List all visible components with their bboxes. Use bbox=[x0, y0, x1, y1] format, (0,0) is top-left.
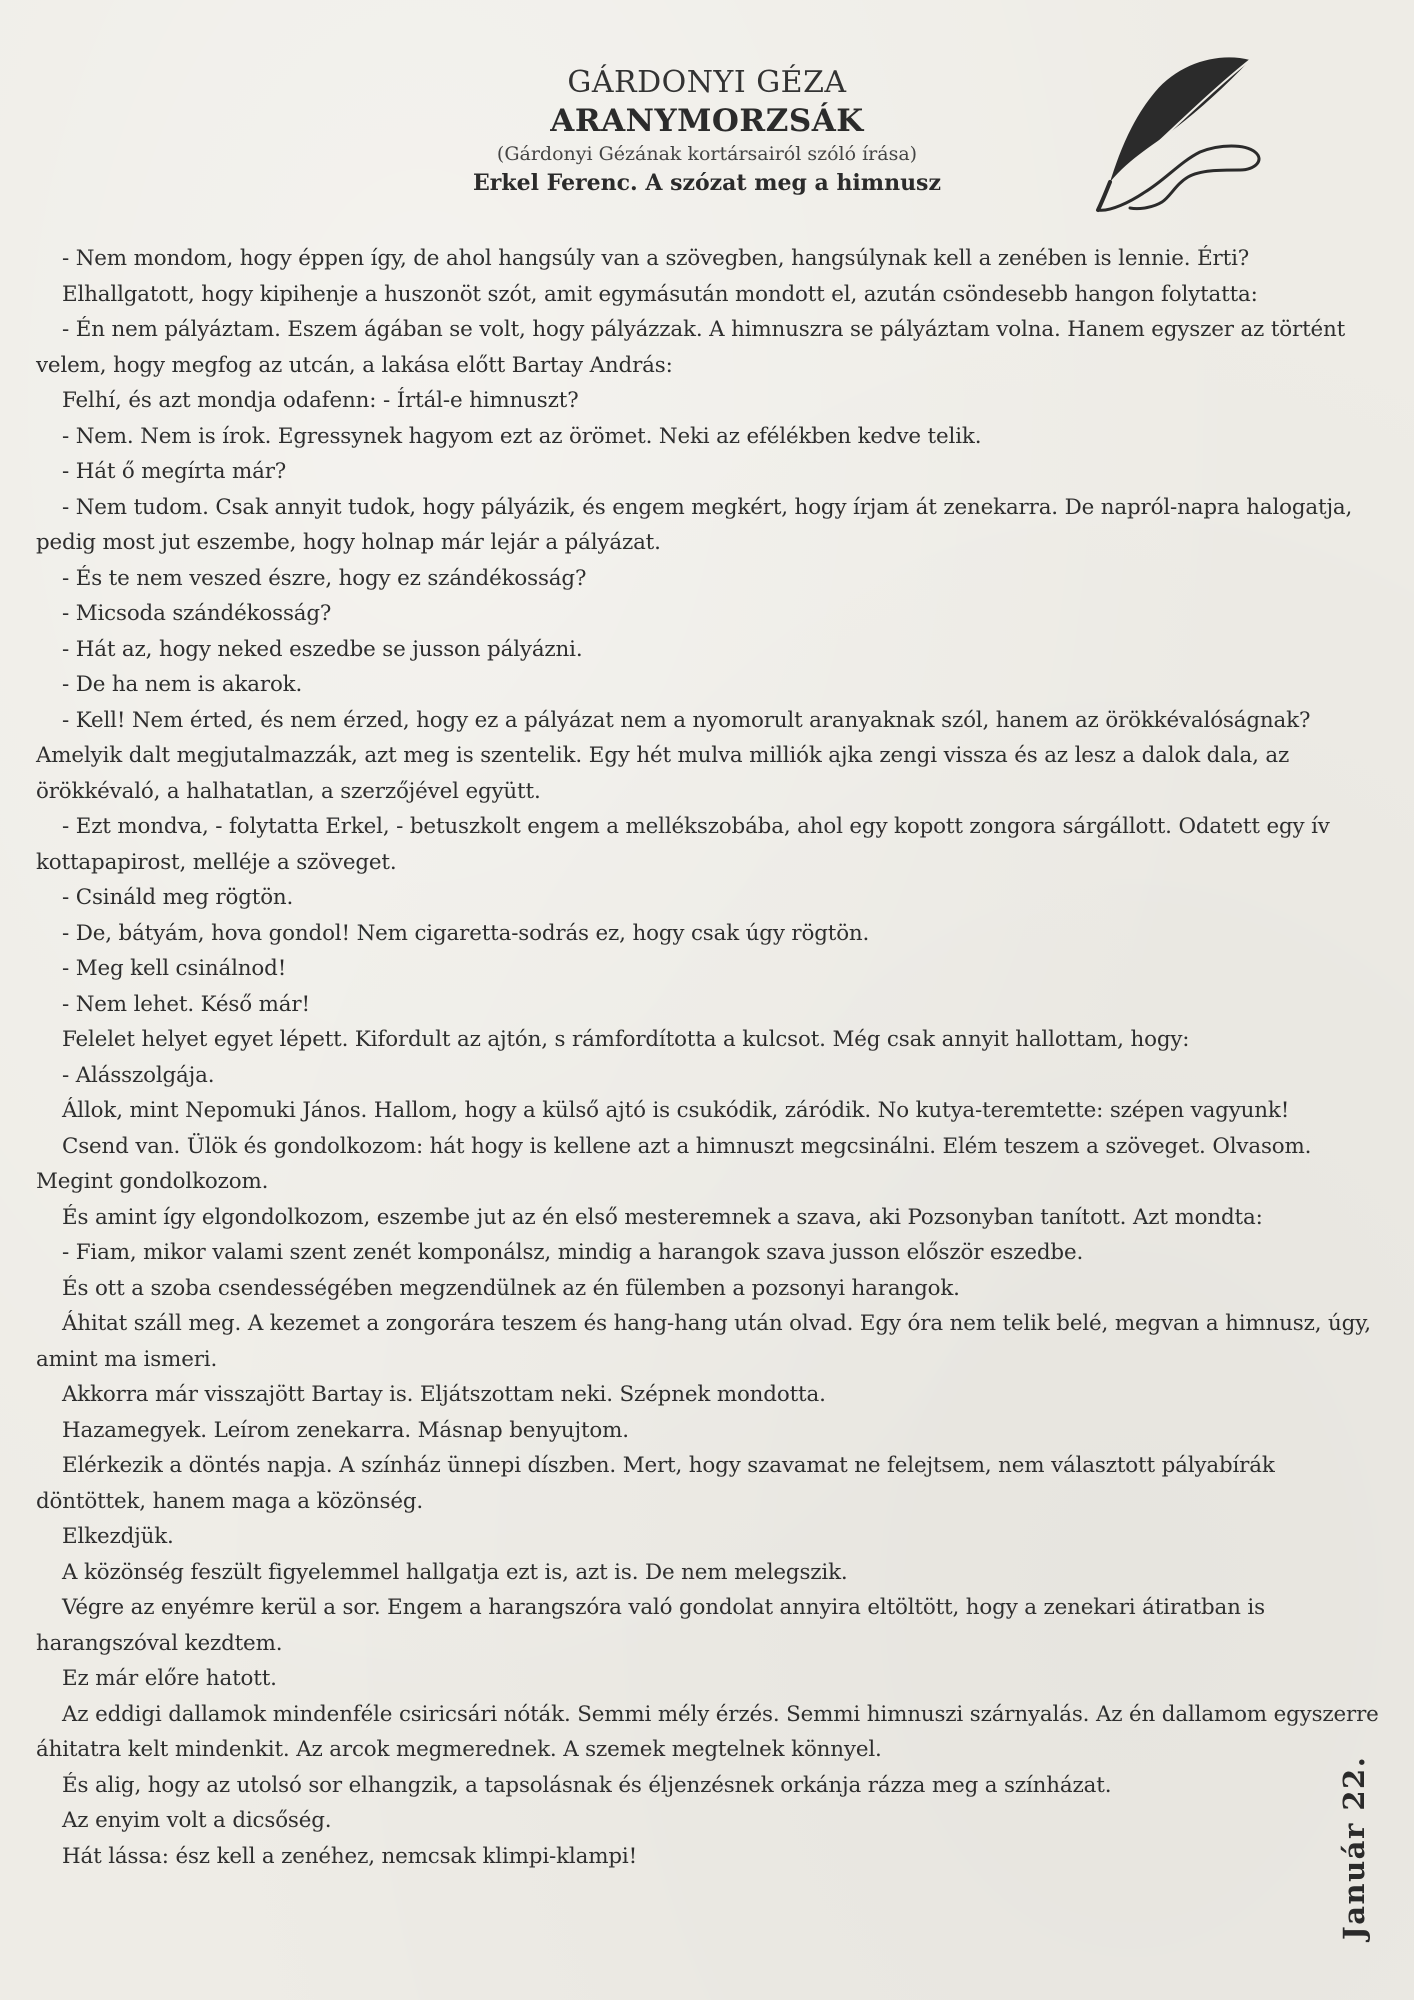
paragraph: Elhallgatott, hogy kipihenje a huszonöt szót, amit egymásután mondott el, azután csöndesebb hangon folytatta: bbox=[62, 281, 1258, 307]
paragraph: Ez már előre hatott. bbox=[62, 1666, 277, 1691]
paragraph: - Kell! Nem érted, és nem érzed, hogy ez a pályázat nem a nyomorult aranyaknak szól, hanem az örökkévalóságnak? Amelyik dalt megjutalmazzák, azt meg is szentelik. Egy hét mulva milliók ajka zengi vissza és az lesz a dalok dala, az örökkévaló, a halhatatlan, a szerzőjével együtt. bbox=[36, 707, 1311, 804]
paragraph: Az eddigi dallamok mindenféle csiricsári nóták. Semmi mély érzés. Semmi himnuszi szárnyalás. Az én dallamom egyszerre áhitatra kelt mindenkit. Az arcok megmerednek. A szemek megtelnek könnyel. bbox=[36, 1701, 1379, 1762]
body-text bbox=[36, 241, 1386, 1874]
book-title: ARANYMORZSÁK bbox=[550, 103, 864, 139]
paragraph: - Hát az, hogy neked eszedbe se jusson pályázni. bbox=[62, 636, 583, 662]
quill-pen-icon bbox=[1070, 52, 1270, 222]
paragraph: - És te nem veszed észre, hogy ez szándékosság? bbox=[62, 565, 587, 591]
paragraph: - Meg kell csinálnod! bbox=[62, 956, 287, 981]
paragraph: - Micsoda szándékosság? bbox=[62, 601, 332, 626]
paragraph: - De ha nem is akarok. bbox=[62, 672, 303, 697]
paragraph: - Alásszolgája. bbox=[62, 1062, 215, 1088]
paragraph: A közönség feszült figyelemmel hallgatja ezt is, azt is. De nem melegszik. bbox=[62, 1559, 848, 1585]
paragraph: - Fiam, mikor valami szent zenét komponálsz, mindig a harangok szava jusson először eszedbe. bbox=[62, 1240, 1084, 1265]
paragraph: - Csináld meg rögtön. bbox=[62, 885, 294, 910]
paragraph: - Nem lehet. Késő már! bbox=[62, 991, 310, 1017]
paragraph: - Nem. Nem is írok. Egressynek hagyom ezt az örömet. Neki az efélékben kedve telik. bbox=[62, 423, 982, 449]
paragraph: Felhí, és azt mondja odafenn: - Írtál-e himnuszt? bbox=[62, 388, 579, 413]
date-label: Január 22. bbox=[1337, 1755, 1371, 1940]
paragraph: Hát lássa: ész kell a zenéhez, nemcsak klimpi-klampi! bbox=[62, 1843, 638, 1869]
paragraph: Csend van. Ülök és gondolkozom: hát hogy is kellene azt a himnuszt megcsinálni. Elém teszem a szöveget. Olvasom. Megint gondolkozom. bbox=[36, 1133, 1312, 1194]
paragraph: Áhitat száll meg. A kezemet a zongorára teszem és hang-hang után olvad. Egy óra nem telik belé, megvan a himnusz, úgy, amint ma ismeri. bbox=[36, 1311, 1371, 1372]
paragraph: Akkorra már visszajött Bartay is. Eljátszottam neki. Szépnek mondotta. bbox=[62, 1382, 826, 1407]
paragraph: - Nem mondom, hogy éppen így, de ahol hangsúly van a szövegben, hangsúlynak kell a zenében is lennie. Érti? bbox=[62, 246, 1250, 271]
paragraph: - Én nem pályáztam. Eszem ágában se volt, hogy pályázzak. A himnuszra se pályáztam volna. Hanem egyszer az történt velem, hogy megfog az utcán, a lakása előtt Bartay András: bbox=[36, 317, 1346, 378]
paragraph: És ott a szoba csendességében megzendülnek az én fülemben a pozsonyi harangok. bbox=[62, 1275, 960, 1301]
book-subtitle: (Gárdonyi Gézának kortársairól szóló írása) bbox=[496, 143, 918, 165]
author-name: GÁRDONYI GÉZA bbox=[567, 65, 847, 100]
paragraph: - De, bátyám, hova gondol! Nem cigaretta-sodrás ez, hogy csak úgy rögtön. bbox=[62, 920, 870, 946]
paragraph: Felelet helyet egyet lépett. Kifordult az ajtón, s rámfordította a kulcsot. Még csak annyit hallottam, hogy: bbox=[62, 1027, 1190, 1052]
paragraph: Az enyim volt a dicsőség. bbox=[62, 1808, 332, 1833]
paragraph: Állok, mint Nepomuki János. Hallom, hogy a külső ajtó is csukódik, záródik. No kutya-teremtette: szépen vagyunk! bbox=[62, 1098, 1290, 1123]
paragraph: Elkezdjük. bbox=[62, 1524, 174, 1549]
paragraph: - Hát ő megírta már? bbox=[62, 459, 287, 484]
paragraph: És amint így elgondolkozom, eszembe jut az én első mesteremnek a szava, aki Pozsonyban tanított. Azt mondta: bbox=[62, 1204, 1263, 1230]
paragraph: - Ezt mondva, - folytatta Erkel, - betuszkolt engem a mellékszobába, ahol egy kopott zongora sárgállott. Odatett egy ív kottapapirost, melléje a szöveget. bbox=[36, 814, 1330, 875]
paragraph: Elérkezik a döntés napja. A színház ünnepi díszben. Mert, hogy szavamat ne felejtsem, nem választott pályabírák döntöttek, hanem maga a közönség. bbox=[36, 1453, 1275, 1514]
paragraph: Végre az enyémre kerül a sor. Engem a harangszóra való gondolat annyira eltöltött, hogy a zenekari átiratban is harangszóval kezdtem. bbox=[36, 1595, 1265, 1656]
paragraph: - Nem tudom. Csak annyit tudok, hogy pályázik, és engem megkért, hogy írjam át zenekarra. De napról-napra halogatja, pedig most jut eszembe, hogy holnap már lejár a pályázat. bbox=[36, 494, 1353, 555]
chapter-title: Erkel Ferenc. A szózat meg a himnusz bbox=[473, 170, 941, 196]
paragraph: Hazamegyek. Leírom zenekarra. Másnap benyujtom. bbox=[62, 1417, 629, 1443]
paragraph: És alig, hogy az utolsó sor elhangzik, a tapsolásnak és éljenzésnek orkánja rázza meg a színházat. bbox=[62, 1772, 1112, 1798]
